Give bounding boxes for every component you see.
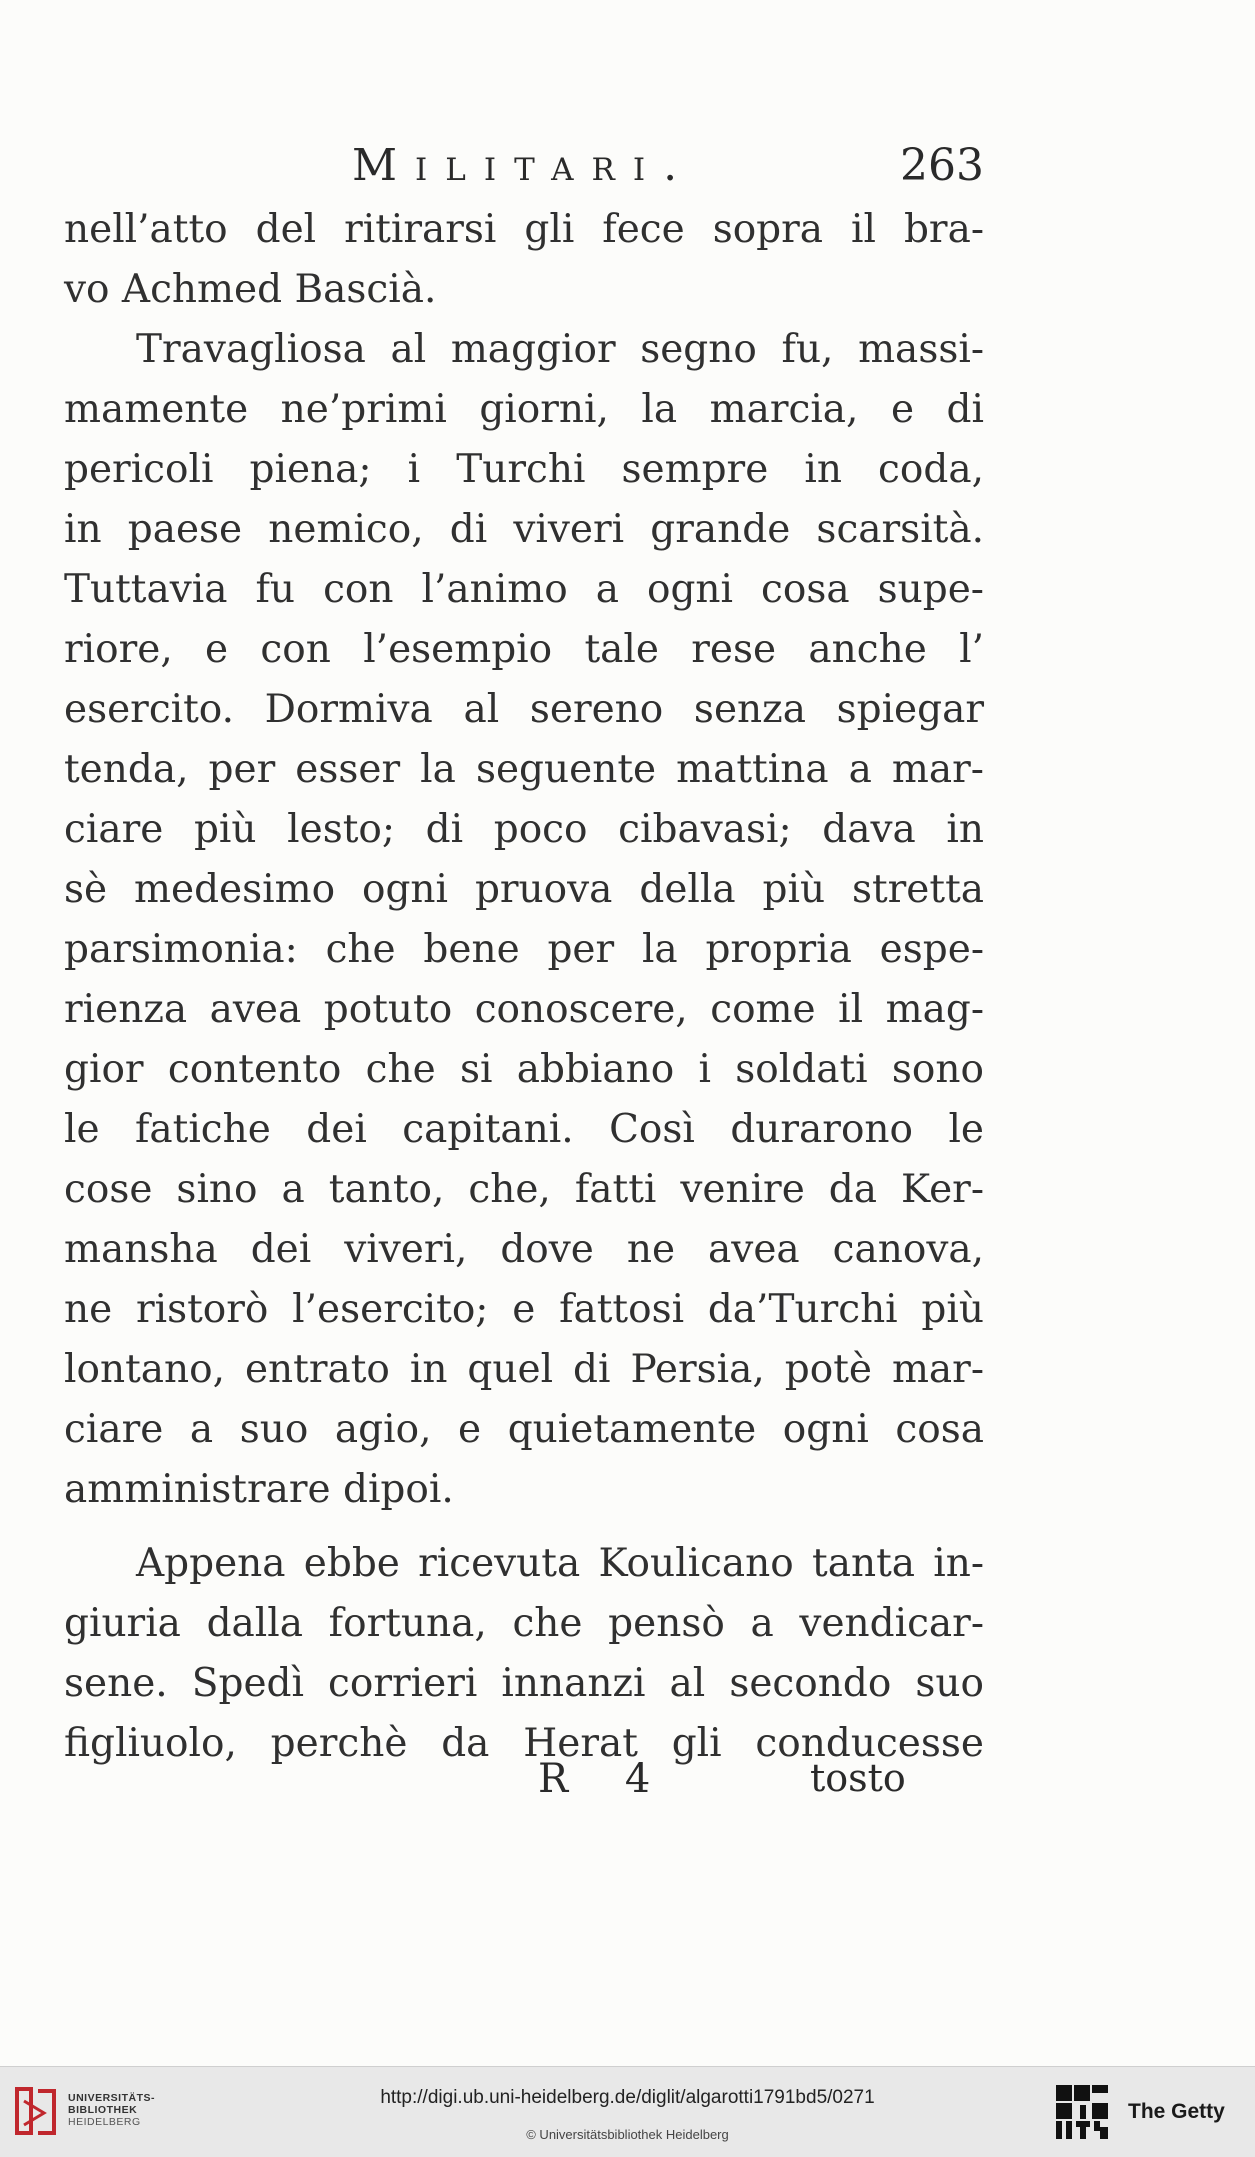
text-line: esercito. Dormiva al sereno senza spiegar [64,687,984,732]
text-line: Tuttavia fu con l’animo a ogni cosa supe- [64,567,984,612]
text-line: in paese nemico, di viveri grande scarsità. [64,507,984,552]
text-line: figliuolo, perchè da Herat gli conducesse [64,1721,984,1766]
getty-emblem-icon [1054,2083,1110,2141]
text-line: le fatiche dei capitani. Così durarono le [64,1107,984,1152]
permalink-url[interactable]: http://digi.ub.uni-heidelberg.de/diglit/algarotti1791bd5/0271 [380,2087,875,2108]
text-line: Appena ebbe ricevuta Koulicano tanta in- [136,1541,984,1586]
text-line: amministrare dipoi. [64,1467,454,1512]
page-header [0,140,1255,196]
text-line: riore, e con l’esempio tale rese anche l’ [64,627,984,672]
text-line: mansha dei viveri, dove ne avea canova, [64,1227,984,1272]
text-line: parsimonia: che bene per la propria espe- [64,927,984,972]
text-line: ne ristorò l’esercito; e fattosi da’Turchi più [64,1287,984,1332]
text-line: sene. Spedì corrieri innanzi al secondo suo [64,1661,984,1706]
signature-mark: R 4 [538,1756,673,1802]
library-name-line: BIBLIOTHEK [68,2104,138,2116]
signature-row [0,1756,1255,1816]
text-line: vo Achmed Bascià. [64,267,437,312]
body-text [64,200,984,1774]
text-line: rienza avea potuto conoscere, come il mag- [64,987,984,1032]
copyright-notice: © Universitätsbibliothek Heidelberg [526,2127,729,2142]
getty-name: The Getty [1128,2100,1225,2123]
text-line: Travagliosa al maggior segno fu, massi- [136,327,984,372]
getty-logo[interactable] [1054,2083,1244,2145]
text-line: gior contento che si abbiano i soldati sono [64,1047,984,1092]
text-line: ciare più lesto; di poco cibavasi; dava in [64,807,984,852]
text-line: cose sino a tanto, che, fatti venire da Ker- [64,1167,984,1212]
running-title: Militari. [352,140,696,191]
text-line: nell’atto del ritirarsi gli fece sopra il bra- [64,207,984,252]
library-name-line: UNIVERSITÄTS- [68,2092,156,2104]
text-line: pericoli piena; i Turchi sempre in coda, [64,447,984,492]
text-line: giuria dalla fortuna, che pensò a vendicar- [64,1601,984,1646]
page-number: 263 [900,140,984,191]
text-line: sè medesimo ogni pruova della più stretta [64,867,984,912]
catchword: tosto [810,1756,906,1800]
footer-bar [0,2066,1255,2157]
text-line: lontano, entrato in quel di Persia, potè mar- [64,1347,984,1392]
text-line: ciare a suo agio, e quietamente ogni cosa [64,1407,984,1452]
text-line: mamente ne’primi giorni, la marcia, e di [64,387,984,432]
text-line: tenda, per esser la seguente mattina a mar- [64,747,984,792]
library-name-line: HEIDELBERG [68,2116,141,2128]
